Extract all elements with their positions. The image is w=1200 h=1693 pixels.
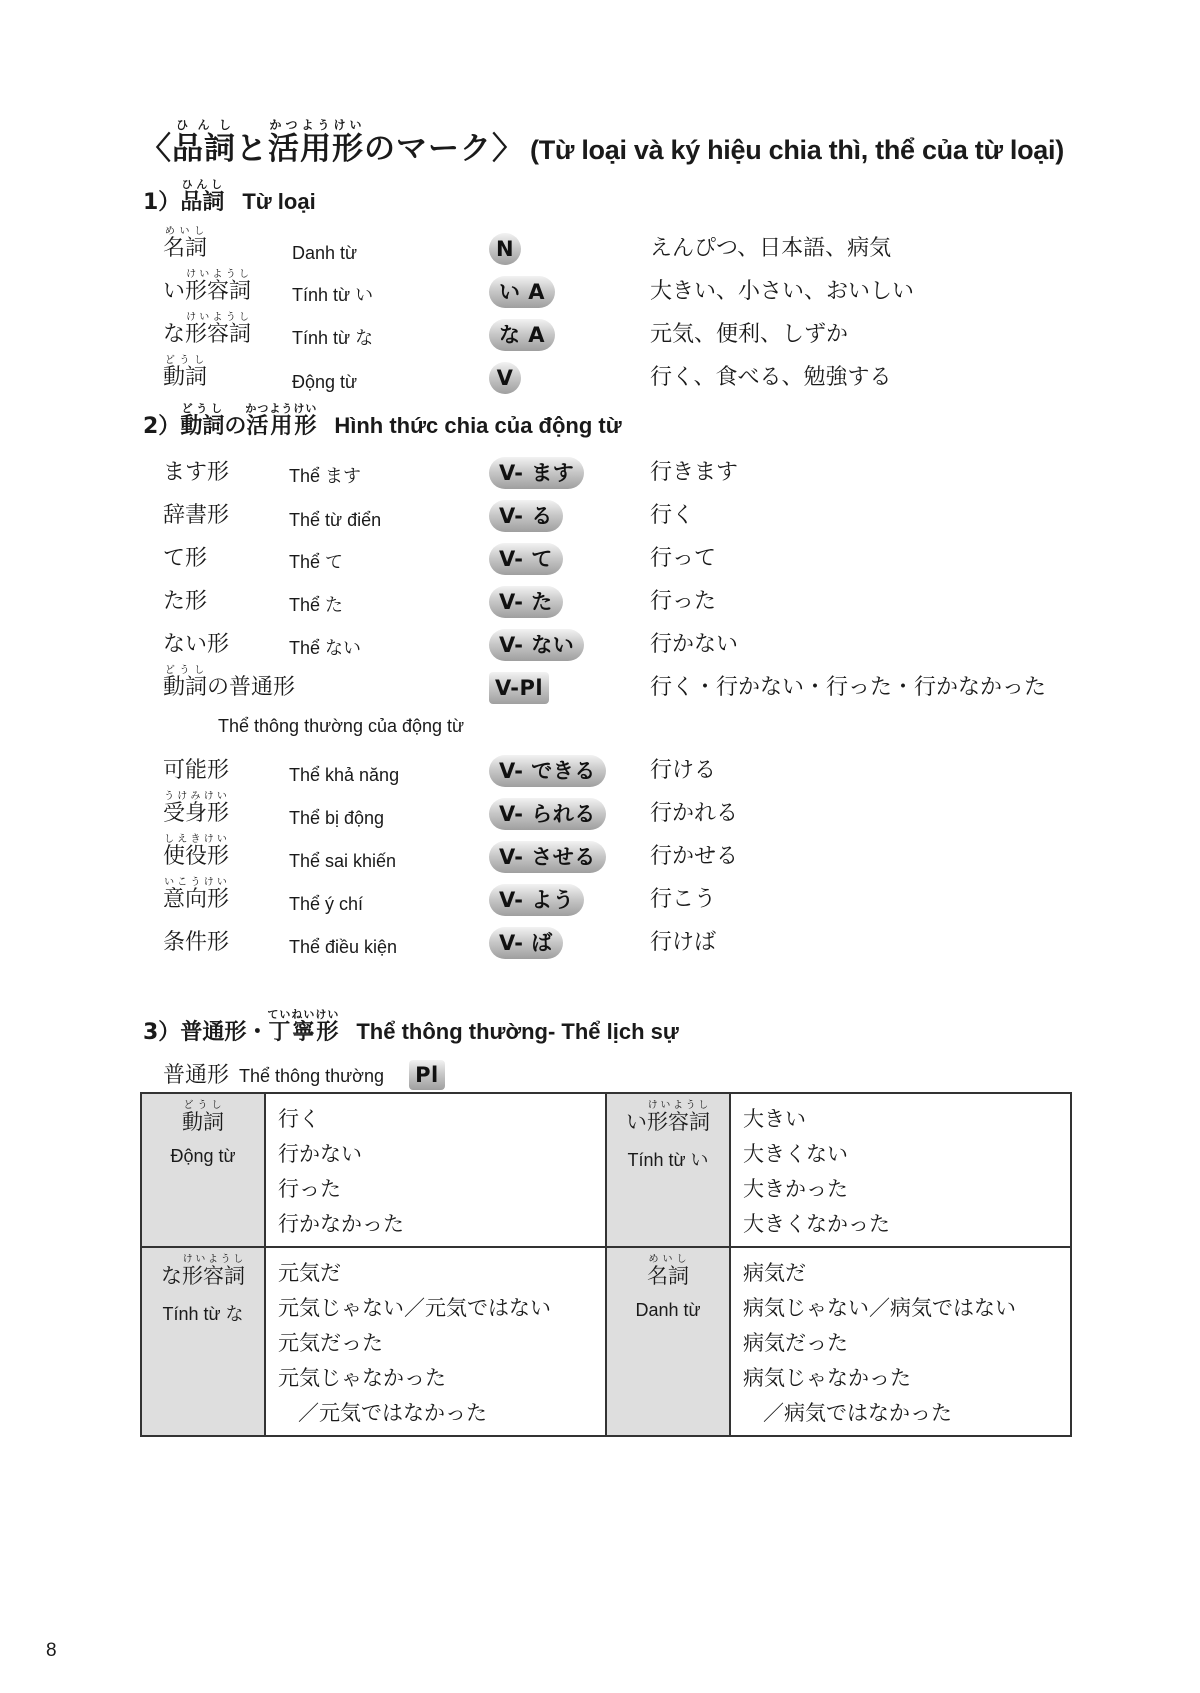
pos-row-na-adjective: な形容詞けいようし Tính từ な な A 元気、便利、しずか: [163, 314, 1103, 354]
conj-row-volitional: 意向形いこうけい Thể ý chí V- よう 行こう: [163, 877, 717, 914]
conj-row-nai: ない形 Thể ない V- ない 行かない: [163, 624, 1103, 664]
conj-row-conditional: 条件形 Thể điều kiện V- ば 行けば: [163, 922, 1103, 962]
pos-row-noun: 名詞めいし Danh từ N えんぴつ、日本語、病気: [163, 226, 892, 263]
table-label-cell: な形容詞けいようし Tính từ な: [141, 1247, 265, 1436]
mark-badge: V- た: [489, 586, 563, 618]
section1-heading: 1）品詞ひんしTừ loại: [143, 178, 316, 215]
pos-row-i-adjective: い形容詞けいようし Tính từ い い A 大きい、小さい、おいしい: [163, 271, 1103, 311]
page-number: 8: [46, 1640, 57, 1661]
conj-row-masu: ます形 Thể ます V- ます 行きます: [163, 452, 1103, 492]
section2-heading: 2）動詞どうしの活用形かつようけいHình thức chia của động từ: [143, 402, 622, 439]
mark-badge: N: [489, 233, 521, 265]
mark-badge: V- ば: [489, 927, 563, 959]
section3-heading: 3）普通形・丁寧形ていねいけいThể thông thường- Thể lịch sự: [143, 1008, 679, 1045]
plain-form-lead: 普通形 Thể thông thường Pl: [163, 1058, 445, 1090]
table-label-cell: 名詞めいし Danh từ: [606, 1247, 730, 1436]
mark-badge: V- られる: [489, 798, 606, 830]
mark-badge: V- よう: [489, 884, 584, 916]
mark-badge: V- させる: [489, 841, 606, 873]
mark-badge: V- ます: [489, 457, 584, 489]
mark-badge: V- る: [489, 500, 563, 532]
conj-row-causative: 使役形しえきけい Thể sai khiến V- させる 行かせる: [163, 834, 739, 871]
table-forms-cell: 元気だ 元気じゃない／元気ではない 元気だった 元気じゃなかった ／元気ではなかった: [265, 1247, 606, 1436]
mark-badge: い A: [489, 276, 555, 308]
title-vietnamese: (Từ loại và ký hiệu chia thì, thể của từ loại): [530, 135, 1064, 165]
conj-row-potential: 可能形 Thể khả năng V- できる 行ける: [163, 750, 1103, 790]
page-title: 〈品詞ひんしと活用形かつようけいのマーク〉 (Từ loại và ký hiệu chia thì, thể của từ loại): [140, 118, 1064, 167]
pos-row-verb: 動詞どうし Động từ V 行く、食べる、勉強する: [163, 355, 892, 392]
conj-row-dictionary: 辞書形 Thể từ điển V- る 行く: [163, 495, 1103, 535]
mark-badge: V- ない: [489, 629, 584, 661]
table-forms-cell: 病気だ 病気じゃない／病気ではない 病気だった 病気じゃなかった ／病気ではなかった: [730, 1247, 1071, 1436]
mark-badge: V- て: [489, 543, 563, 575]
table-forms-cell: 行く 行かない 行った 行かなかった: [265, 1093, 606, 1247]
conj-row-te: て形 Thể て V- て 行って: [163, 538, 1103, 578]
table-label-cell: 動詞どうし Động từ: [141, 1093, 265, 1247]
mark-badge: V: [489, 362, 521, 394]
conj-row-ta: た形 Thể た V- た 行った: [163, 581, 1103, 621]
table-forms-cell: 大きい 大きくない 大きかった 大きくなかった: [730, 1093, 1071, 1247]
mark-badge: Pl: [409, 1060, 445, 1090]
table-label-cell: い形容詞けいようし Tính từ い: [606, 1093, 730, 1247]
table-row: [141, 1247, 1071, 1436]
mark-badge: V-Pl: [489, 672, 549, 704]
mark-badge: V- できる: [489, 755, 606, 787]
plain-form-table: [140, 1092, 1072, 1437]
mark-badge: な A: [489, 319, 555, 351]
plain-form-note: Thể thông thường của động từ: [218, 716, 465, 736]
conj-row-plain: 動詞どうしの普通形 V-Pl 行く・行かない・行った・行かなかった: [163, 667, 1103, 707]
conj-row-passive: 受身形うけみけい Thể bị động V- られる 行かれる: [163, 791, 739, 828]
table-row: [141, 1093, 1071, 1247]
